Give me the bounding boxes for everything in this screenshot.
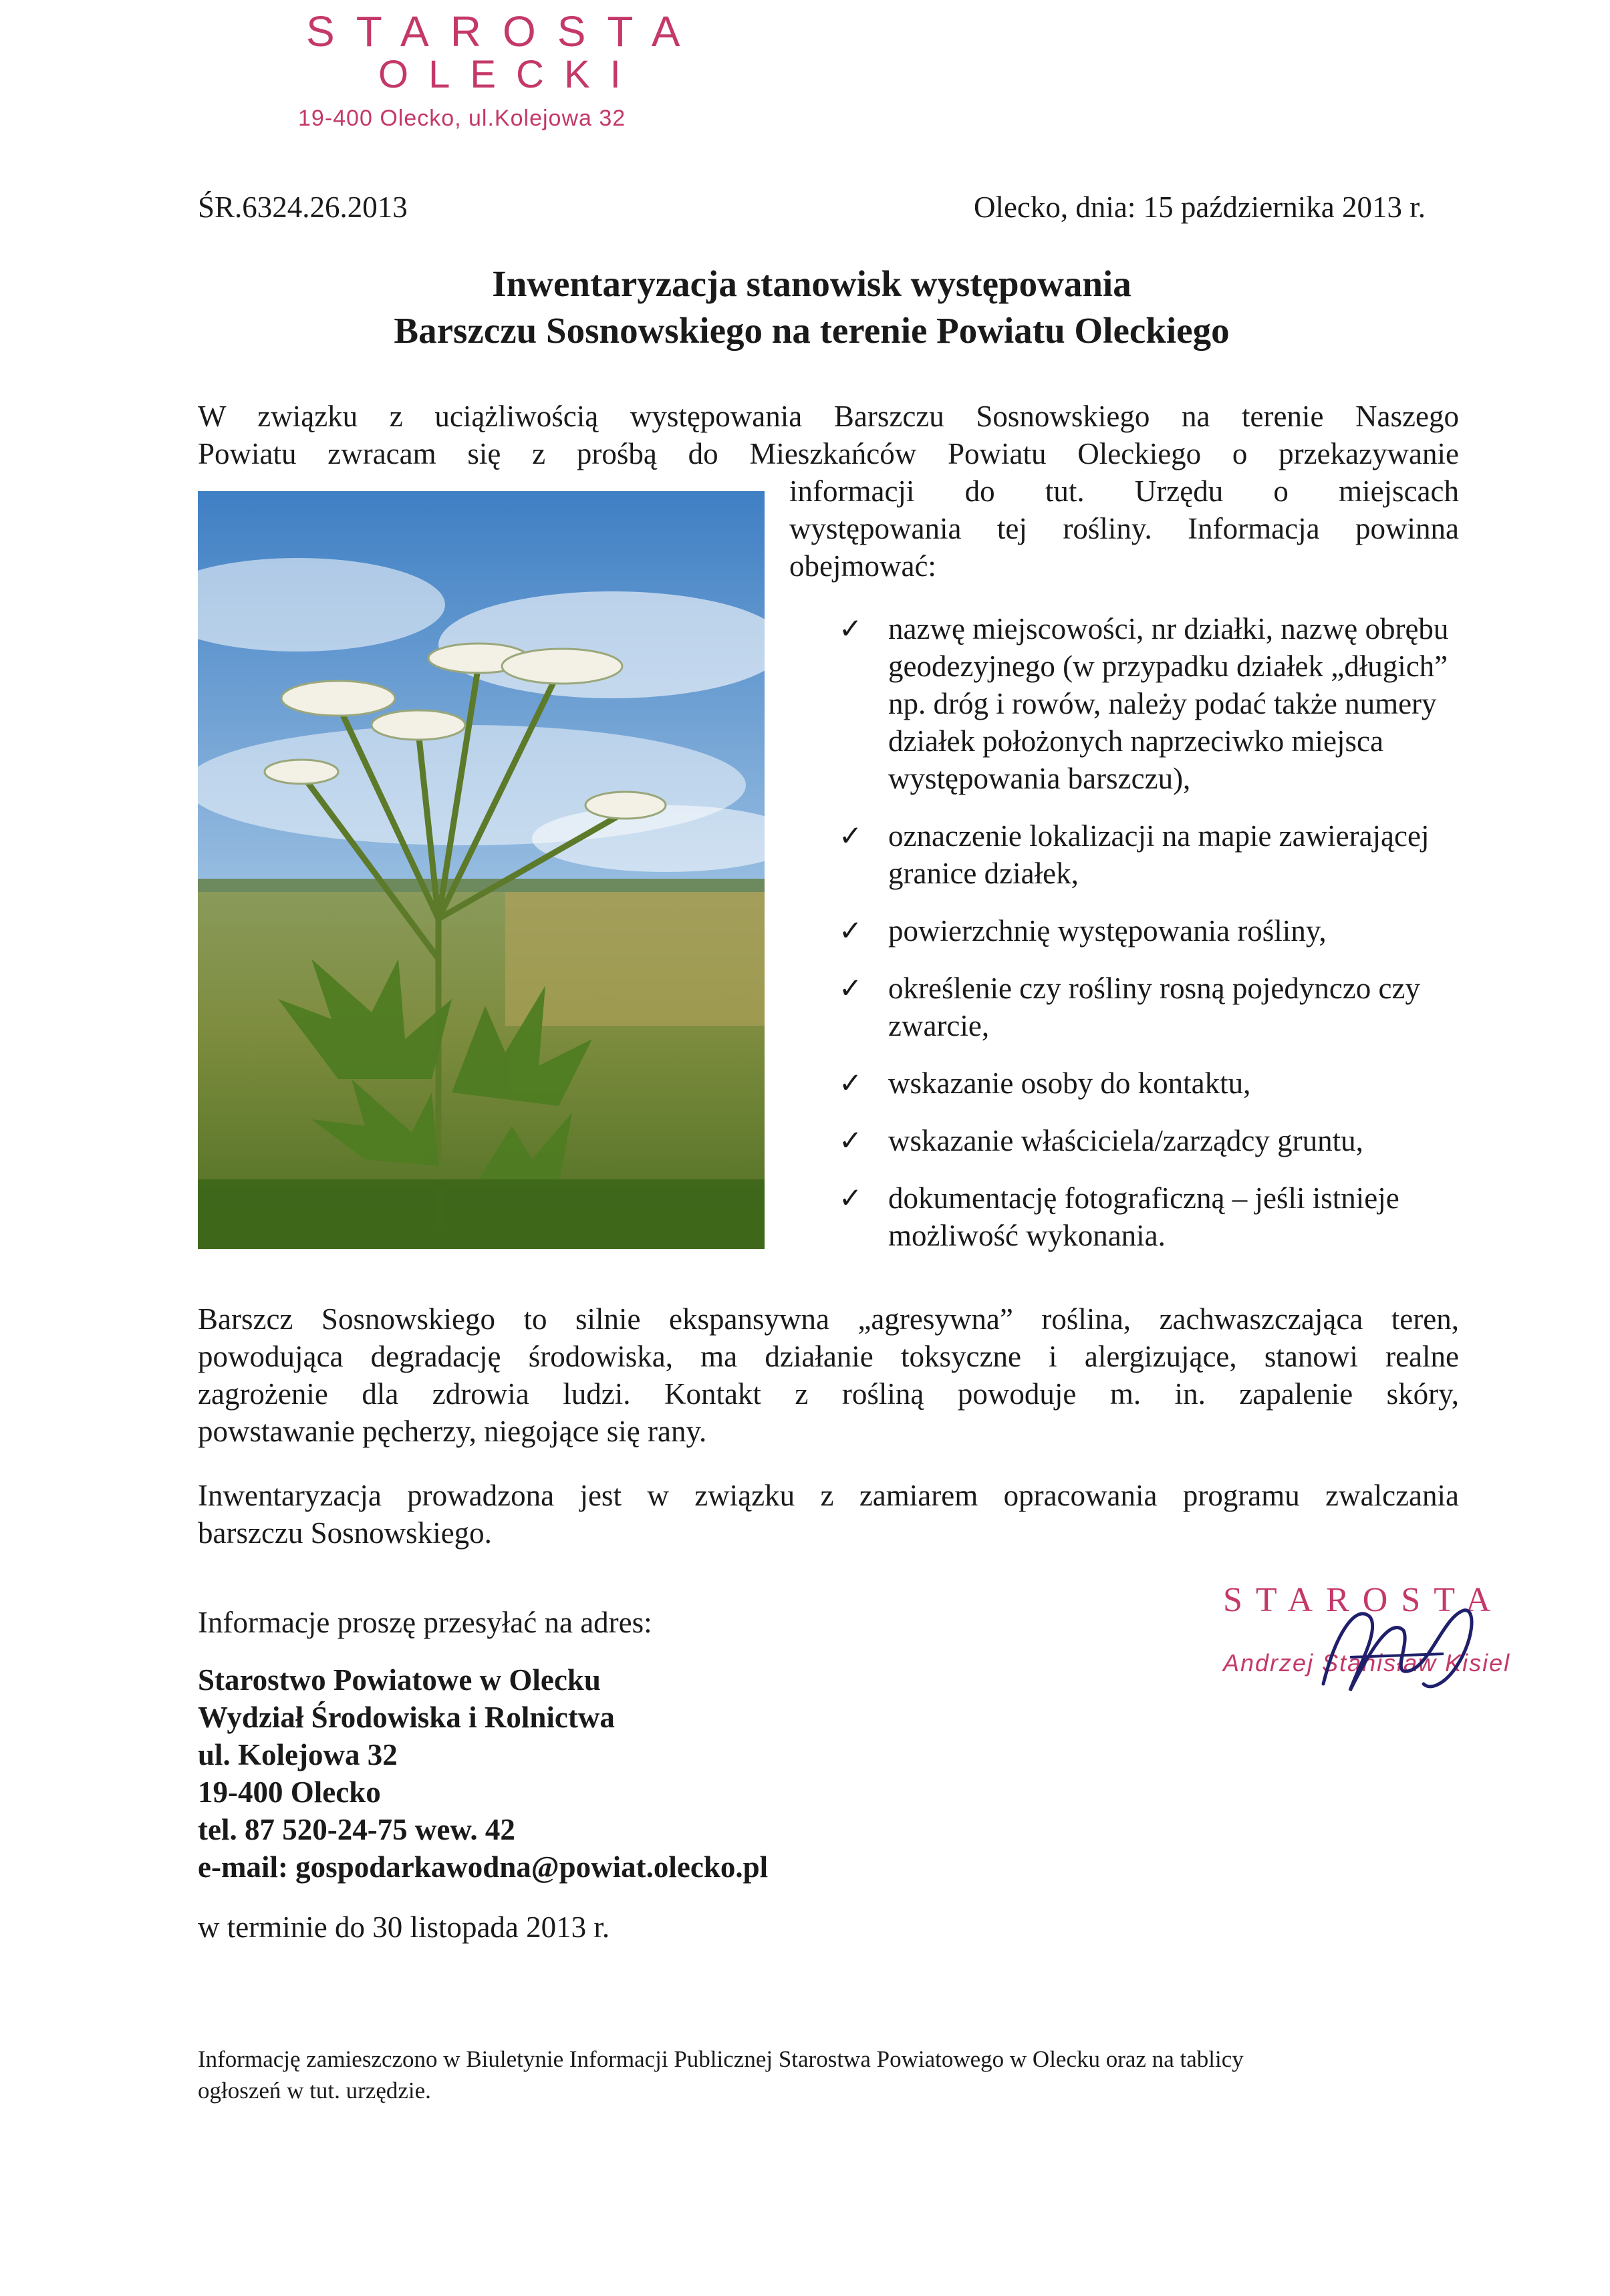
contact-address (198, 1661, 768, 1886)
intro-paragraph (198, 398, 1459, 472)
footer-line: ogłoszeń w tut. urzędzie. (198, 2077, 431, 2104)
checkmark-icon: ✓ (839, 1181, 863, 1214)
paragraph-line: Barszcz Sosnowskiego to silnie ekspansywna „agresywna” roślina, zachwaszczająca teren, (198, 1302, 1459, 1336)
signature-stamp-name: Andrzej Stanisław Kisiel (1223, 1649, 1511, 1677)
hazard-paragraph (198, 1300, 1459, 1450)
paragraph-line: zagrożenie dla zdrowia ludzi. Kontakt z rośliną powoduje m. in. zapalenie skóry, (198, 1377, 1459, 1411)
intro-line: Powiatu zwracam się z prośbą do Mieszkańców Powiatu Oleckiego o przekazywanie (198, 437, 1459, 470)
list-item-text: wskazanie właściciela/zarządcy gruntu, (888, 1124, 1363, 1157)
title-line-1: Inwentaryzacja stanowisk występowania (492, 263, 1131, 304)
hogweed-plant-icon (198, 491, 765, 1249)
title-line-2: Barszczu Sosnowskiego na terenie Powiatu Oleckiego (394, 310, 1230, 351)
paragraph-line: Inwentaryzacja prowadzona jest w związku z zamiarem opracowania programu zwalczania (198, 1479, 1459, 1512)
handwritten-signature-icon (1310, 1590, 1484, 1704)
reference-number: ŚR.6324.26.2013 (198, 190, 408, 224)
intro-line: obejmować: (789, 549, 936, 583)
stamp-subtitle: OLECKI (378, 53, 641, 96)
stamp-title: STAROSTA (306, 7, 702, 55)
required-info-list (839, 610, 1467, 1274)
list-item-text: dokumentację fotograficzną – jeśli istnieje możliwość wykonania. (888, 1181, 1399, 1252)
document-date: Olecko, dnia: 15 października 2013 r. (973, 190, 1426, 224)
footer-note (198, 2043, 1459, 2106)
address-line: Wydział Środowiska i Rolnictwa (198, 1701, 615, 1734)
email-line: e-mail: gospodarkawodna@powiat.olecko.pl (198, 1850, 769, 1884)
paragraph-line: barszczu Sosnowskiego. (198, 1516, 492, 1550)
list-item (839, 970, 1467, 1044)
hogweed-photo (198, 491, 765, 1249)
address-line: tel. 87 520-24-75 wew. 42 (198, 1813, 515, 1846)
footer-line: Informację zamieszczono w Biuletynie Informacji Publicznej Starostwa Powiatowego w Olecku oraz na tablicy (198, 2046, 1244, 2072)
address-line: 19-400 Olecko (198, 1775, 381, 1809)
intro-line: występowania tej rośliny. Informacja powinna (789, 512, 1459, 545)
signature-stamp-title: STAROSTA (1223, 1581, 1504, 1619)
checkmark-icon: ✓ (839, 612, 863, 645)
purpose-paragraph (198, 1477, 1459, 1552)
checkmark-icon: ✓ (839, 1124, 863, 1157)
checkmark-icon: ✓ (839, 819, 863, 852)
list-item (839, 817, 1467, 892)
stamp-address: 19-400 Olecko, ul.Kolejowa 32 (298, 106, 626, 131)
document-title (198, 261, 1426, 354)
list-item (839, 1122, 1467, 1159)
list-item (839, 1064, 1467, 1102)
list-item-text: określenie czy rośliny rosną pojedynczo czy zwarcie, (888, 972, 1420, 1042)
list-item-text: wskazanie osoby do kontaktu, (888, 1066, 1251, 1100)
intro-line: informacji do tut. Urzędu o miejscach (789, 474, 1459, 508)
address-line: ul. Kolejowa 32 (198, 1738, 398, 1771)
deadline-text: w terminie do 30 listopada 2013 r. (198, 1910, 610, 1944)
checkmark-icon: ✓ (839, 972, 863, 1004)
paragraph-line: powstawanie pęcherzy, niegojące się rany. (198, 1415, 707, 1448)
checkmark-icon: ✓ (839, 914, 863, 947)
list-item (839, 610, 1467, 797)
list-item-text: nazwę miejscowości, nr działki, nazwę obrębu geodezyjnego (w przypadku działek „długich” np. dróg i rowów, należy podać także numery działek położonych naprzeciwko miejsca występowania barszczu), (888, 612, 1449, 795)
list-item-text: powierzchnię występowania rośliny, (888, 914, 1327, 948)
intro-paragraph-continued (789, 472, 1459, 585)
intro-line: W związku z uciążliwością występowania Barszczu Sosnowskiego na terenie Naszego (198, 400, 1459, 433)
list-item (839, 1179, 1467, 1254)
address-line: Starostwo Powiatowe w Olecku (198, 1663, 601, 1697)
paragraph-line: powodująca degradację środowiska, ma działanie toksyczne i alergizujące, stanowi realne (198, 1340, 1459, 1373)
address-intro: Informacje proszę przesyłać na adres: (198, 1606, 652, 1639)
list-item (839, 912, 1467, 950)
list-item-text: oznaczenie lokalizacji na mapie zawierającej granice działek, (888, 819, 1430, 890)
checkmark-icon: ✓ (839, 1066, 863, 1099)
